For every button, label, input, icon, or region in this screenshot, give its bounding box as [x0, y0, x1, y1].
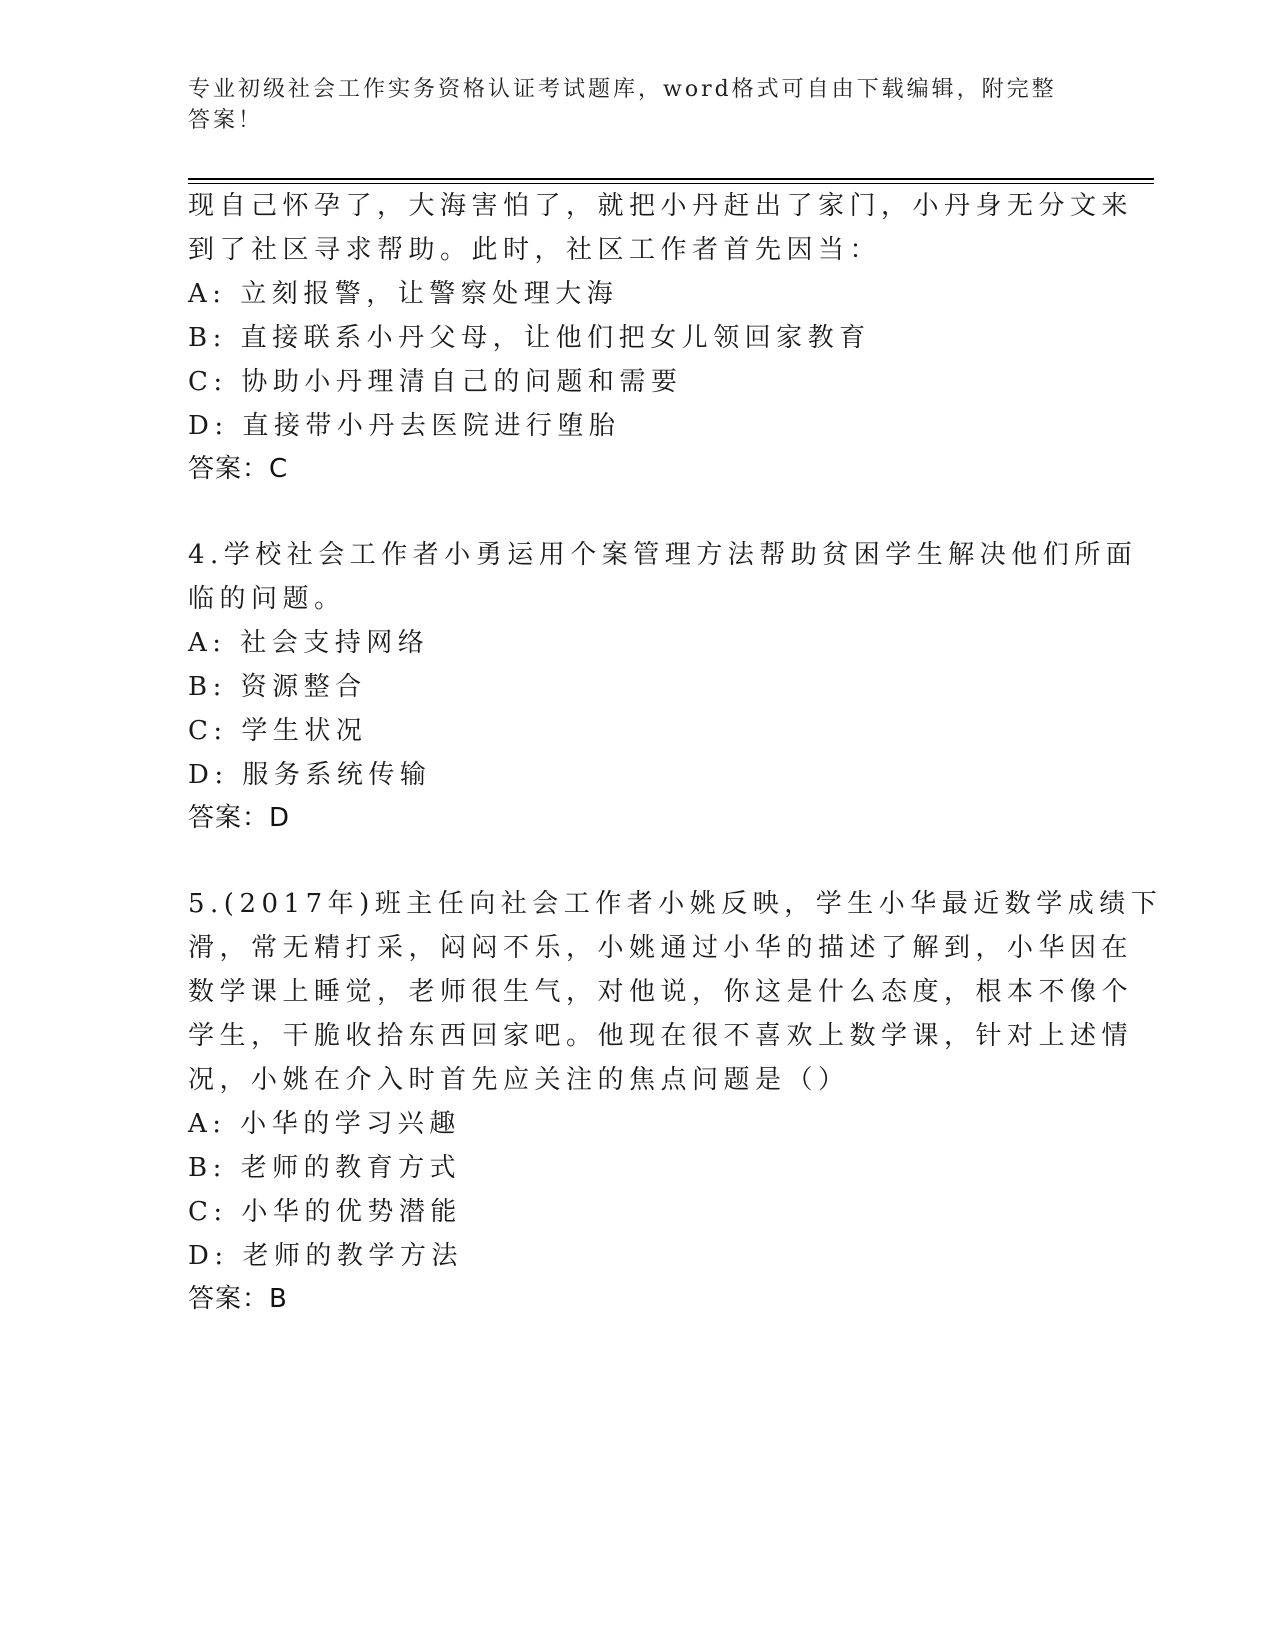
question-5-stem-line-3: 数学课上睡觉，老师很生气，对他说，你这是什么态度，根本不像个 [188, 977, 1134, 1007]
question-4-option-a: A: 社会支持网络 [188, 628, 430, 658]
question-5-stem-line-4: 学生，干脆收拾东西回家吧。他现在很不喜欢上数学课，针对上述情 [188, 1021, 1134, 1051]
question-4-stem-line-2: 临的问题。 [188, 584, 346, 614]
question-5-option-c: C: 小华的优势潜能 [188, 1197, 462, 1227]
question-4-option-d: D: 服务系统传输 [188, 760, 432, 790]
question-3-option-c: C: 协助小丹理清自己的问题和需要 [188, 367, 683, 397]
question-3-option-a: A: 立刻报警，让警察处理大海 [188, 279, 619, 309]
question-3-stem-line-1: 现自己怀孕了，大海害怕了，就把小丹赶出了家门，小丹身无分文来 [188, 191, 1134, 221]
question-3-option-b: B: 直接联系小丹父母，让他们把女儿领回家教育 [188, 323, 871, 353]
question-3-answer: 答案：C [188, 454, 289, 484]
question-5-stem-line-5: 况，小姚在介入时首先应关注的焦点问题是（） [188, 1065, 850, 1095]
question-4-answer: 答案：D [188, 803, 291, 833]
question-3-option-d: D: 直接带小丹去医院进行堕胎 [188, 411, 621, 441]
question-4-stem-line-1: 4.学校社会工作者小勇运用个案管理方法帮助贫困学生解决他们所面 [188, 540, 1138, 570]
question-4-option-c: C: 学生状况 [188, 716, 368, 746]
header-rule-thick [188, 178, 1154, 180]
question-5-stem-line-2: 滑，常无精打采，闷闷不乐，小姚通过小华的描述了解到，小华因在 [188, 933, 1134, 963]
question-5-option-a: A: 小华的学习兴趣 [188, 1109, 461, 1139]
question-3-stem-line-2: 到了社区寻求帮助。此时，社区工作者首先因当： [188, 235, 882, 265]
question-5-answer: 答案：B [188, 1284, 288, 1314]
document-header: 专业初级社会工作实务资格认证考试题库，word格式可自由下载编辑，附完整答案！ [188, 77, 1057, 133]
header-rule-thin [188, 183, 1154, 184]
question-5-stem-line-1: 5.(2017年)班主任向社会工作者小姚反映，学生小华最近数学成绩下 [188, 889, 1163, 919]
question-5-option-b: B: 老师的教育方式 [188, 1153, 462, 1183]
question-4-option-b: B: 资源整合 [188, 672, 367, 702]
question-5-option-d: D: 老师的教学方法 [188, 1241, 463, 1271]
